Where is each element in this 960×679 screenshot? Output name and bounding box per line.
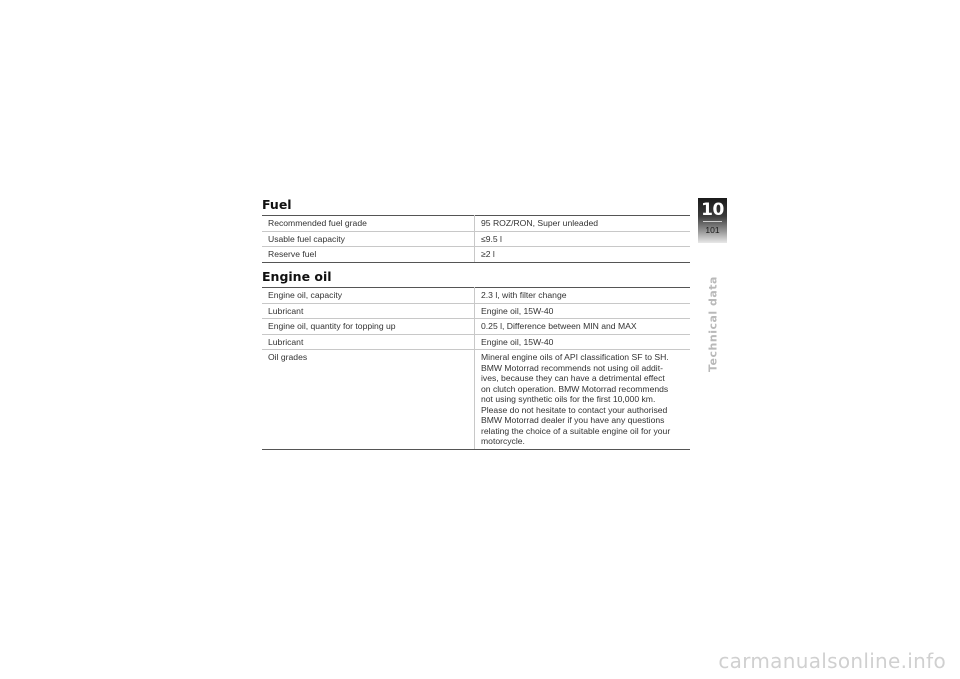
- row-value: ≥2 l: [475, 247, 691, 263]
- description-line: BMW Motorrad recommends not using oil addit-: [481, 362, 663, 373]
- fuel-table: [262, 215, 690, 263]
- row-value: Engine oil, 15W-40: [475, 334, 691, 350]
- row-value: 95 ROZ/RON, Super unleaded: [475, 216, 691, 232]
- description-line: motorcycle.: [481, 436, 525, 446]
- row-label: Lubricant: [262, 334, 475, 350]
- table-row: [262, 319, 690, 335]
- row-value: 2.3 l, with filter change: [475, 288, 691, 304]
- oil-grades-description: [475, 350, 691, 450]
- chapter-tab: [698, 198, 727, 243]
- description-line: BMW Motorrad dealer if you have any questions: [481, 415, 665, 425]
- row-label: Oil grades: [262, 350, 475, 450]
- row-value: ≤9.5 l: [475, 231, 691, 247]
- chapter-number: 10: [701, 200, 724, 220]
- description-line: ives, because they can have a detrimental effect: [481, 373, 665, 383]
- row-label: Usable fuel capacity: [262, 231, 475, 247]
- description-line: Mineral engine oils of API classification SF to SH.: [481, 352, 669, 362]
- description-line: on clutch operation. BMW Motorrad recommends: [481, 383, 669, 394]
- fuel-heading: Fuel: [262, 197, 292, 212]
- description-line: not using synthetic oils for the first 10,000 km.: [481, 394, 656, 404]
- description-line: relating the choice of a suitable engine oil for your: [481, 425, 671, 436]
- page-number: 101: [705, 225, 720, 235]
- table-row: [262, 350, 690, 450]
- table-row: [262, 334, 690, 350]
- table-row: [262, 303, 690, 319]
- engine-oil-table: [262, 287, 690, 450]
- row-value: Engine oil, 15W-40: [475, 303, 691, 319]
- row-label: Engine oil, quantity for topping up: [262, 319, 475, 335]
- row-label: Engine oil, capacity: [262, 288, 475, 304]
- chapter-divider: [703, 221, 722, 222]
- engine-oil-heading: Engine oil: [262, 269, 332, 284]
- chapter-title: Technical data: [706, 276, 720, 372]
- row-label: Recommended fuel grade: [262, 216, 475, 232]
- table-row: [262, 216, 690, 232]
- watermark: carmanualsonline.info: [718, 649, 946, 673]
- row-label: Reserve fuel: [262, 247, 475, 263]
- table-row: [262, 231, 690, 247]
- description-line: Please do not hesitate to contact your authorised: [481, 404, 668, 415]
- table-row: [262, 288, 690, 304]
- table-row: [262, 247, 690, 263]
- row-label: Lubricant: [262, 303, 475, 319]
- row-value: 0.25 l, Difference between MIN and MAX: [475, 319, 691, 335]
